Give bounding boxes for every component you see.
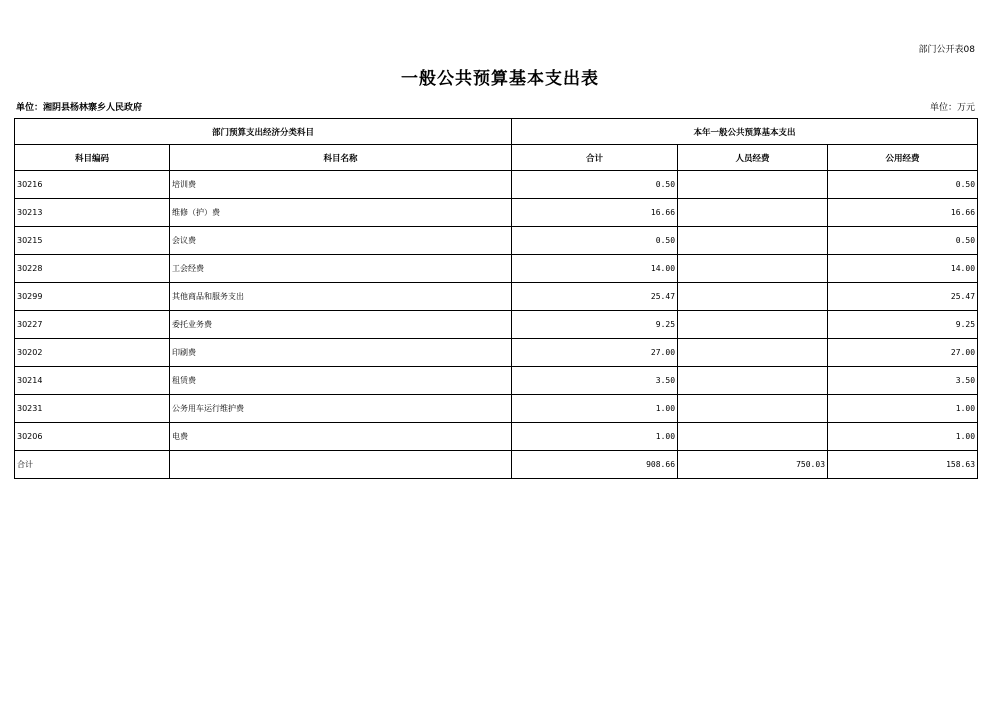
cell-personnel [678, 367, 828, 395]
cell-total: 16.66 [512, 199, 678, 227]
cell-personnel [678, 339, 828, 367]
cell-name: 委托业务费 [170, 311, 512, 339]
table-row [15, 199, 978, 227]
cell-public: 1.00 [828, 395, 978, 423]
document-number: 部门公开表08 [918, 45, 975, 55]
table-row [15, 339, 978, 367]
table-row [15, 423, 978, 451]
group-header-row [15, 119, 978, 145]
cell-personnel [678, 311, 828, 339]
cell-code: 30215 [15, 227, 170, 255]
table-row [15, 171, 978, 199]
table-row [15, 255, 978, 283]
total-sum: 908.66 [512, 451, 678, 479]
cell-code: 30213 [15, 199, 170, 227]
cell-name: 租赁费 [170, 367, 512, 395]
cell-total: 27.00 [512, 339, 678, 367]
cell-code: 30214 [15, 367, 170, 395]
column-header-name: 科目名称 [170, 145, 512, 171]
cell-name: 电费 [170, 423, 512, 451]
budget-table [14, 118, 978, 479]
cell-name: 会议费 [170, 227, 512, 255]
cell-personnel [678, 171, 828, 199]
cell-name: 其他商品和服务支出 [170, 283, 512, 311]
cell-total: 0.50 [512, 171, 678, 199]
cell-code: 30206 [15, 423, 170, 451]
table-row [15, 227, 978, 255]
cell-public: 27.00 [828, 339, 978, 367]
total-label: 合计 [15, 451, 170, 479]
total-name [170, 451, 512, 479]
page-title: 一般公共预算基本支出表 [401, 69, 599, 89]
cell-personnel [678, 255, 828, 283]
cell-total: 14.00 [512, 255, 678, 283]
cell-public: 3.50 [828, 367, 978, 395]
cell-name: 公务用车运行维护费 [170, 395, 512, 423]
column-header-code: 科目编码 [15, 145, 170, 171]
cell-name: 工会经费 [170, 255, 512, 283]
cell-public: 1.00 [828, 423, 978, 451]
cell-total: 3.50 [512, 367, 678, 395]
cell-name: 印刷费 [170, 339, 512, 367]
total-personnel: 750.03 [678, 451, 828, 479]
cell-code: 30227 [15, 311, 170, 339]
column-header-total: 合计 [512, 145, 678, 171]
cell-code: 30299 [15, 283, 170, 311]
cell-public: 25.47 [828, 283, 978, 311]
unit-currency: 单位：万元 [929, 103, 975, 113]
table-row [15, 311, 978, 339]
cell-name: 培训费 [170, 171, 512, 199]
cell-public: 16.66 [828, 199, 978, 227]
cell-personnel [678, 423, 828, 451]
total-row [15, 451, 978, 479]
column-header-row [15, 145, 978, 171]
total-public: 158.63 [828, 451, 978, 479]
cell-public: 14.00 [828, 255, 978, 283]
cell-total: 9.25 [512, 311, 678, 339]
table-row [15, 395, 978, 423]
cell-code: 30231 [15, 395, 170, 423]
column-header-public: 公用经费 [828, 145, 978, 171]
table-row [15, 283, 978, 311]
cell-name: 维修（护）费 [170, 199, 512, 227]
cell-total: 1.00 [512, 423, 678, 451]
cell-total: 1.00 [512, 395, 678, 423]
unit-organization: 单位：湘阴县杨林寨乡人民政府 [16, 103, 143, 113]
cell-total: 0.50 [512, 227, 678, 255]
cell-public: 0.50 [828, 227, 978, 255]
cell-public: 9.25 [828, 311, 978, 339]
cell-public: 0.50 [828, 171, 978, 199]
cell-code: 30202 [15, 339, 170, 367]
cell-code: 30216 [15, 171, 170, 199]
cell-personnel [678, 283, 828, 311]
group-header-basic-expenditure: 本年一般公共预算基本支出 [512, 119, 978, 145]
cell-total: 25.47 [512, 283, 678, 311]
cell-personnel [678, 199, 828, 227]
cell-personnel [678, 395, 828, 423]
cell-personnel [678, 227, 828, 255]
group-header-classification: 部门预算支出经济分类科目 [15, 119, 512, 145]
table-row [15, 367, 978, 395]
column-header-personnel: 人员经费 [678, 145, 828, 171]
cell-code: 30228 [15, 255, 170, 283]
